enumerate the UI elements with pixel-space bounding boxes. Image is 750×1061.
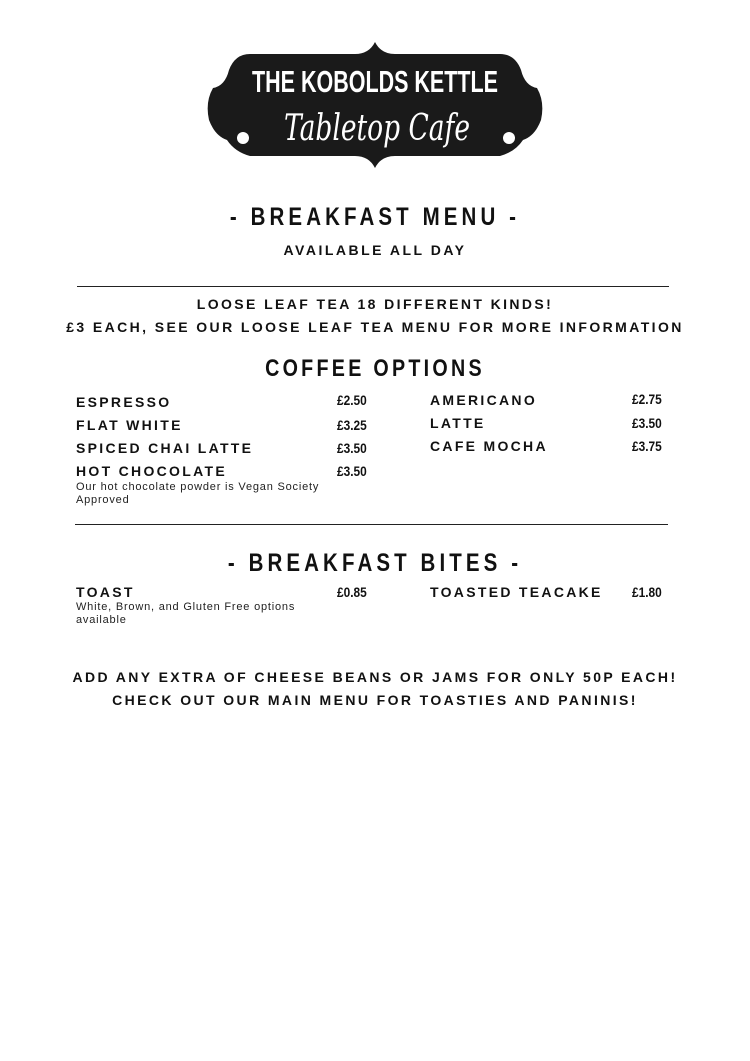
menu-item-price: £3.50 [337, 440, 367, 456]
divider-middle [75, 524, 668, 525]
menu-item-price: £3.25 [337, 417, 367, 433]
tea-line-2: £3 EACH, SEE OUR LOOSE LEAF TEA MENU FOR MORE INFORMATION [66, 319, 684, 335]
menu-item-name: TOAST [76, 584, 135, 600]
menu-item-note: White, Brown, and Gluten Free options available [76, 601, 296, 626]
menu-item-name: SPICED CHAI LATTE [76, 440, 254, 456]
menu-item-name: HOT CHOCOLATE [76, 463, 227, 479]
menu-item-price: £1.80 [632, 584, 662, 600]
menu-item-price: £2.50 [337, 392, 367, 408]
menu-item-price: £2.75 [632, 391, 662, 407]
menu-item-name: ESPRESSO [76, 394, 172, 410]
breakfast-availability: AVAILABLE ALL DAY [283, 242, 467, 258]
cafe-logo [205, 40, 545, 170]
menu-item-price: £3.50 [632, 415, 662, 431]
menu-item-name: FLAT WHITE [76, 417, 183, 433]
extras-note: ADD ANY EXTRA OF CHEESE BEANS OR JAMS FOR ONLY 50P EACH! [72, 669, 678, 685]
logo-dot-right [503, 132, 515, 144]
breakfast-bites-heading: - BREAKFAST BITES - [227, 549, 523, 577]
menu-item-note: Our hot chocolate powder is Vegan Society Approved [76, 481, 320, 506]
menu-item-name: CAFE MOCHA [430, 438, 548, 454]
logo-badge-shape [205, 40, 545, 170]
tea-line-1: LOOSE LEAF TEA 18 DIFFERENT KINDS! [196, 296, 554, 312]
menu-item-name: TOASTED TEACAKE [430, 584, 603, 600]
logo-dot-left [237, 132, 249, 144]
logo-title: THE KOBOLDS KETTLE [252, 64, 498, 99]
menu-item-name: LATTE [430, 415, 486, 431]
main-menu-note: CHECK OUT OUR MAIN MENU FOR TOASTIES AND PANINIS! [112, 692, 638, 708]
breakfast-menu-heading: - BREAKFAST MENU - [229, 203, 521, 231]
coffee-options-heading: COFFEE OPTIONS [265, 355, 485, 382]
menu-item-price: £3.50 [337, 463, 367, 479]
divider-top [77, 286, 669, 287]
menu-item-name: AMERICANO [430, 392, 538, 408]
menu-item-price: £0.85 [337, 584, 367, 600]
logo-subtitle: Tabletop Cafe [284, 108, 470, 149]
menu-item-price: £3.75 [632, 438, 662, 454]
